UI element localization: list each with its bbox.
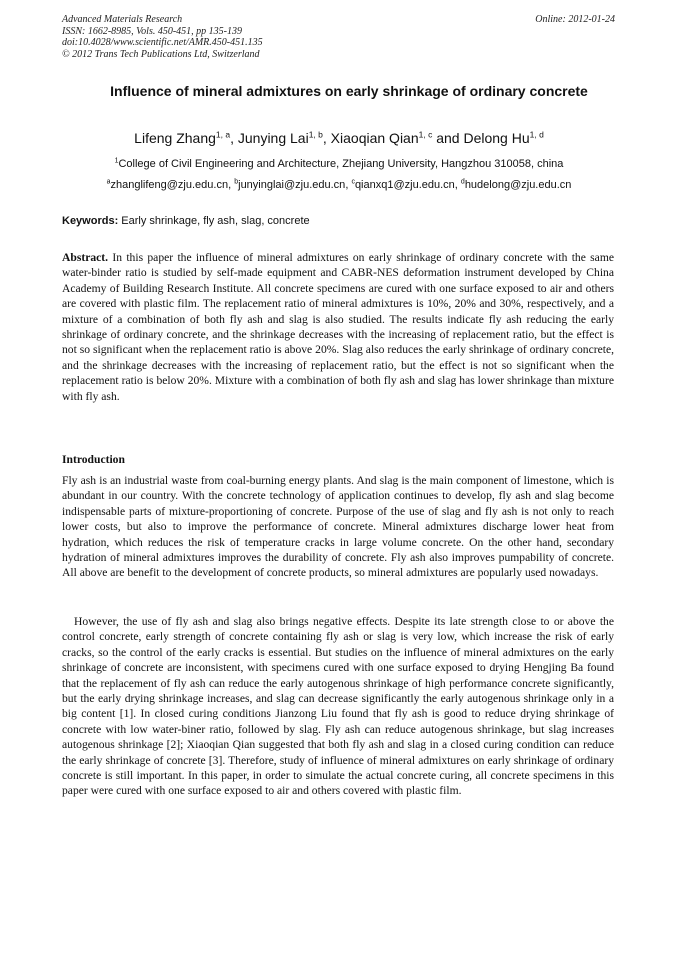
email-address[interactable]: qianxq1@zju.edu.cn — [354, 179, 455, 191]
author-separator: , — [322, 130, 331, 146]
email-marker: d — [460, 178, 465, 186]
author-name: Xiaoqian Qian — [330, 130, 419, 146]
abstract — [62, 250, 614, 404]
email-marker: b — [234, 178, 239, 186]
online-date: Online: 2012-01-24 — [535, 14, 615, 25]
copyright-line: © 2012 Trans Tech Publications Ltd, Switzerland — [62, 48, 260, 60]
author-separator: and — [432, 130, 464, 146]
author-affil-marker: 1, a — [215, 129, 231, 140]
paper-title: Influence of mineral admixtures on early shrinkage of ordinary concrete — [110, 83, 588, 99]
doi-line[interactable]: doi:10.4028/www.scientific.net/AMR.450-451.135 — [62, 37, 263, 48]
abstract-text: In this paper the influence of mineral admixtures on early shrinkage of ordinary concrete with the same water-binder ratio is studied by self-made equipment and CABR-NES deformation instrument developed by China Academy of Building Research Institute. All concrete specimens are cured with one surface exposed to air and others are covered with plastic film. The replacement ratio of mineral admixtures is 10%, 20% and 30%, respectively, and a mixture of a combination of both fly ash and slag is also studied. The results indicate fly ash reducing the early shrinkage of ordinary concrete, and the shrinkage decreases with the increasing of replacement ratio, but the effect is not so significant when the replacement ratio is above 20%. Slag also reduces the early shrinkage of ordinary concrete, and the shrinkage decreases with the increasing of replacement ratio, but the effect is not so significant when the replacement ratio is below 20%. Mixture with a combination of both fly ash and slag has lower shrinkage than mixture with fly ash. — [62, 251, 614, 403]
email-address[interactable]: hudelong@zju.edu.cn — [464, 179, 572, 191]
issn-line: ISSN: 1662-8985, Vols. 450-451, pp 135-139 — [62, 25, 242, 37]
paragraph-text: However, the use of fly ash and slag also brings negative effects. Despite its late strength close to or above the control concrete, early strength of concrete containing fly ash or slag is very low, which increase the risk of early cracks, so the control of the early cracks is essential. But studies on the influence of mineral admixtures on the early shrinkage of concrete are inconsistent, with specimens cured with one surface exposed to drying Hengjing Ba found that the replacement of fly ash can reduce the early autogenous shrinkage of high performance concrete significantly, but the early drying shrinkage increases, and slag can decrease significantly the early autogenous shrinkage only in a big content [1]. In closed curing conditions Jianzong Liu found that fly ash is good to reduce drying shrinkage of concrete with low water-biner ratio, followed by slag. Fly ash can reduce autogenous shrinkage, but slag increases autogenous shrinkage [2]; Xiaoqian Qian suggested that both fly ash and slag in a closed curing condition can reduce the early shrinkage of concrete [3]. Therefore, study of influence of mineral admixtures on early shrinkage of ordinary concrete is still important. In this paper, in order to simulate the actual concrete curing, all concrete specimens in this paper were cured with one surface exposed to air and others covered with plastic film. — [62, 615, 614, 798]
journal-header — [62, 14, 263, 60]
email-separator: , — [454, 179, 461, 191]
affiliation-marker: 1 — [114, 157, 119, 165]
author-list — [0, 128, 678, 148]
email-address[interactable]: zhanglifeng@zju.edu.cn — [110, 179, 229, 191]
paragraph-text: Fly ash is an industrial waste from coal-burning energy plants. And slag is the main component of limestone, which is abundant in our country. With the concrete technology of application continues to develop, fly ash and slag become indispensable parts of mixture-proportioning of concrete. Purpose of the use of slag and fly ash is not only to reach lower costs, but also to improve the performance of concrete. Mineral admixtures discharge lower heat from hydration, which reduces the risk of temperature cracks in large volume concrete. On the other hand, secondary hydration of mineral admixtures improves the durability of concrete. Fly ash also improves pumpability of concrete. All above are benefit to the development of concrete products, so mineral admixtures are popularly used nowadays. — [62, 474, 614, 580]
author-affil-marker: 1, b — [308, 129, 323, 140]
email-marker: a — [106, 178, 111, 186]
email-marker: c — [351, 178, 355, 186]
journal-name: Advanced Materials Research — [62, 14, 183, 25]
keywords-text: Early shrinkage, fly ash, slag, concrete — [118, 215, 310, 227]
email-address[interactable]: junyinglai@zju.edu.cn — [238, 179, 346, 191]
author-name: Lifeng Zhang — [134, 130, 216, 146]
introduction-heading: Introduction — [62, 453, 125, 466]
email-separator: , — [228, 179, 235, 191]
affiliation-text: College of Civil Engineering and Architecture, Zhejiang University, Hangzhou 310058, china — [118, 158, 564, 170]
author-affil-marker: 1, c — [418, 129, 433, 140]
author-separator: , — [230, 130, 238, 146]
author-name: Delong Hu — [463, 130, 530, 146]
introduction-paragraph-1 — [62, 473, 614, 581]
affiliation — [0, 157, 678, 171]
keywords-label: Keywords: — [62, 215, 119, 227]
author-affil-marker: 1, d — [529, 129, 544, 140]
author-name: Junying Lai — [237, 130, 309, 146]
abstract-label: Abstract. — [62, 251, 109, 264]
introduction-paragraph-2 — [62, 614, 614, 799]
email-list — [0, 178, 678, 192]
email-separator: , — [345, 179, 352, 191]
keywords — [62, 214, 310, 228]
